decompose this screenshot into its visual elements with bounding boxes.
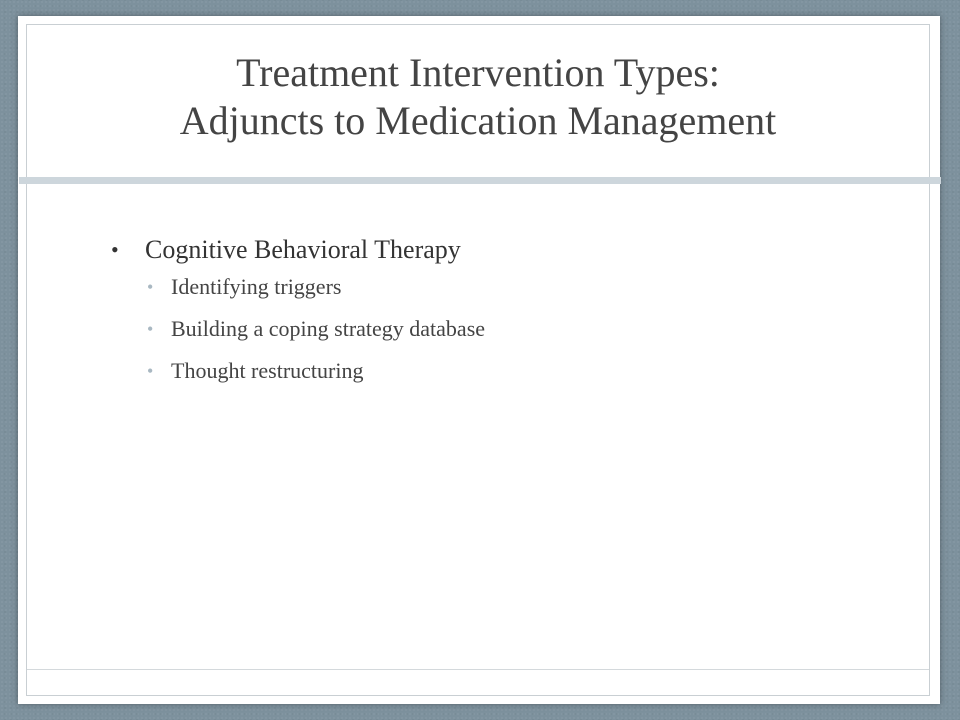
sub-bullet-dot-icon: • (147, 277, 154, 297)
slide (18, 16, 940, 704)
footer-divider (27, 669, 929, 670)
sub-bullet-text: Identifying triggers (171, 274, 342, 299)
slide-title (180, 49, 777, 145)
title-area (27, 25, 929, 169)
bullet-list (107, 235, 887, 385)
bullet-text: Cognitive Behavioral Therapy (145, 235, 461, 264)
bullet-item (107, 235, 887, 265)
bullet-dot-icon: • (111, 237, 119, 262)
sub-bullet-item (107, 357, 887, 385)
sub-bullet-item (107, 273, 887, 301)
slide-content (107, 235, 887, 399)
sub-bullet-dot-icon: • (147, 319, 154, 339)
sub-bullet-item (107, 315, 887, 343)
slide-title-line-2: Adjuncts to Medication Management (179, 98, 777, 143)
slide-title-line-1: Treatment Intervention Types: (236, 50, 720, 95)
sub-bullet-dot-icon: • (147, 361, 154, 381)
title-divider (19, 177, 941, 184)
slide-frame (26, 24, 930, 696)
sub-bullet-text: Thought restructuring (171, 358, 364, 383)
sub-bullet-text: Building a coping strategy database (171, 316, 486, 341)
